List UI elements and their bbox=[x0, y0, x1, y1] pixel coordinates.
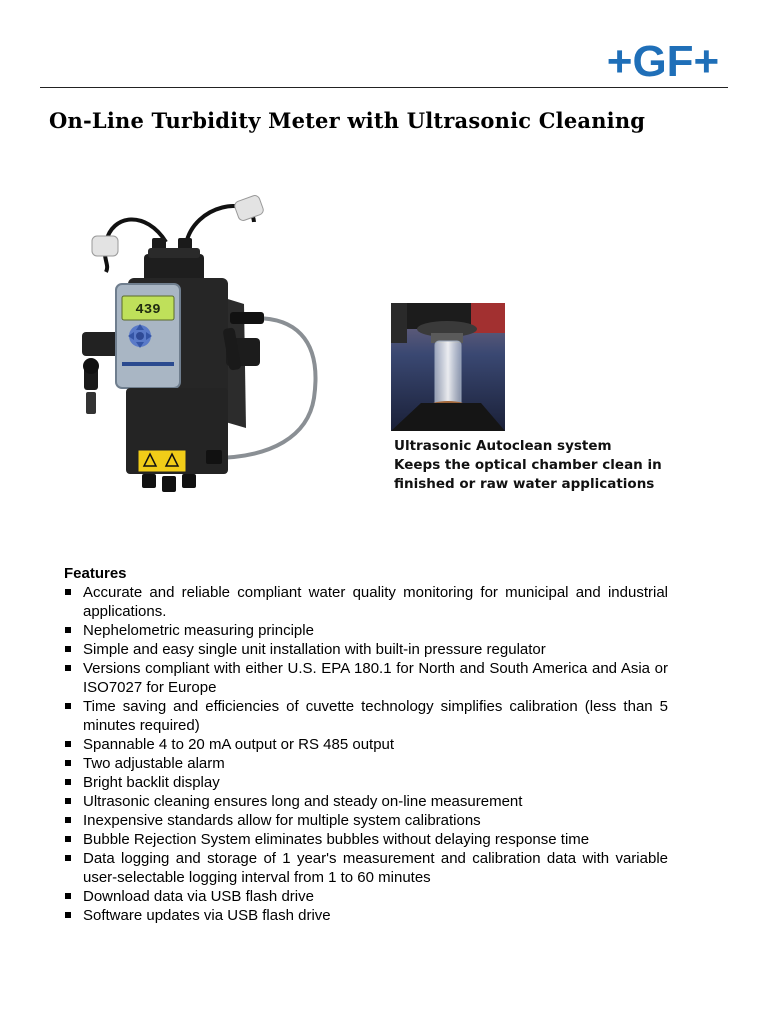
feature-item: Time saving and efficiencies of cuvette technology simplifies calibration (less than 5 minutes required) bbox=[64, 697, 668, 735]
features-section bbox=[64, 564, 668, 925]
feature-item: Bright backlit display bbox=[64, 773, 668, 792]
page-title: On-Line Turbidity Meter with Ultrasonic Cleaning bbox=[49, 108, 646, 133]
header-rule bbox=[40, 87, 728, 88]
feature-item: Inexpensive standards allow for multiple system calibrations bbox=[64, 811, 668, 830]
autoclean-description: Keeps the optical chamber clean in finished or raw water applications bbox=[394, 457, 662, 492]
features-list bbox=[64, 583, 668, 925]
feature-item: Nephelometric measuring principle bbox=[64, 621, 668, 640]
autoclean-title: Ultrasonic Autoclean system bbox=[394, 438, 612, 454]
display-value: 439 bbox=[135, 302, 161, 318]
feature-item: Spannable 4 to 20 mA output or RS 485 output bbox=[64, 735, 668, 754]
feature-item: Accurate and reliable compliant water quality monitoring for municipal and industrial applications. bbox=[64, 583, 668, 621]
feature-item: Simple and easy single unit installation with built-in pressure regulator bbox=[64, 640, 668, 659]
feature-item: Download data via USB flash drive bbox=[64, 887, 668, 906]
autoclean-caption bbox=[394, 437, 694, 494]
feature-item: Versions compliant with either U.S. EPA 180.1 for North and South America and Asia or ISO7027 for Europe bbox=[64, 659, 668, 697]
feature-item: Software updates via USB flash drive bbox=[64, 906, 668, 925]
feature-item: Data logging and storage of 1 year's measurement and calibration data with variable user-selectable logging interval from 1 to 60 minutes bbox=[64, 849, 668, 887]
feature-item: Bubble Rejection System eliminates bubbles without delaying response time bbox=[64, 830, 668, 849]
feature-item: Ultrasonic cleaning ensures long and steady on-line measurement bbox=[64, 792, 668, 811]
warning-label bbox=[138, 450, 186, 472]
gf-logo bbox=[596, 40, 730, 80]
turbidity-meter-image bbox=[76, 192, 338, 496]
logo-text: +GF+ bbox=[606, 40, 720, 80]
features-heading: Features bbox=[64, 565, 127, 582]
feature-item: Two adjustable alarm bbox=[64, 754, 668, 773]
ultrasonic-autoclean-photo bbox=[391, 303, 505, 431]
